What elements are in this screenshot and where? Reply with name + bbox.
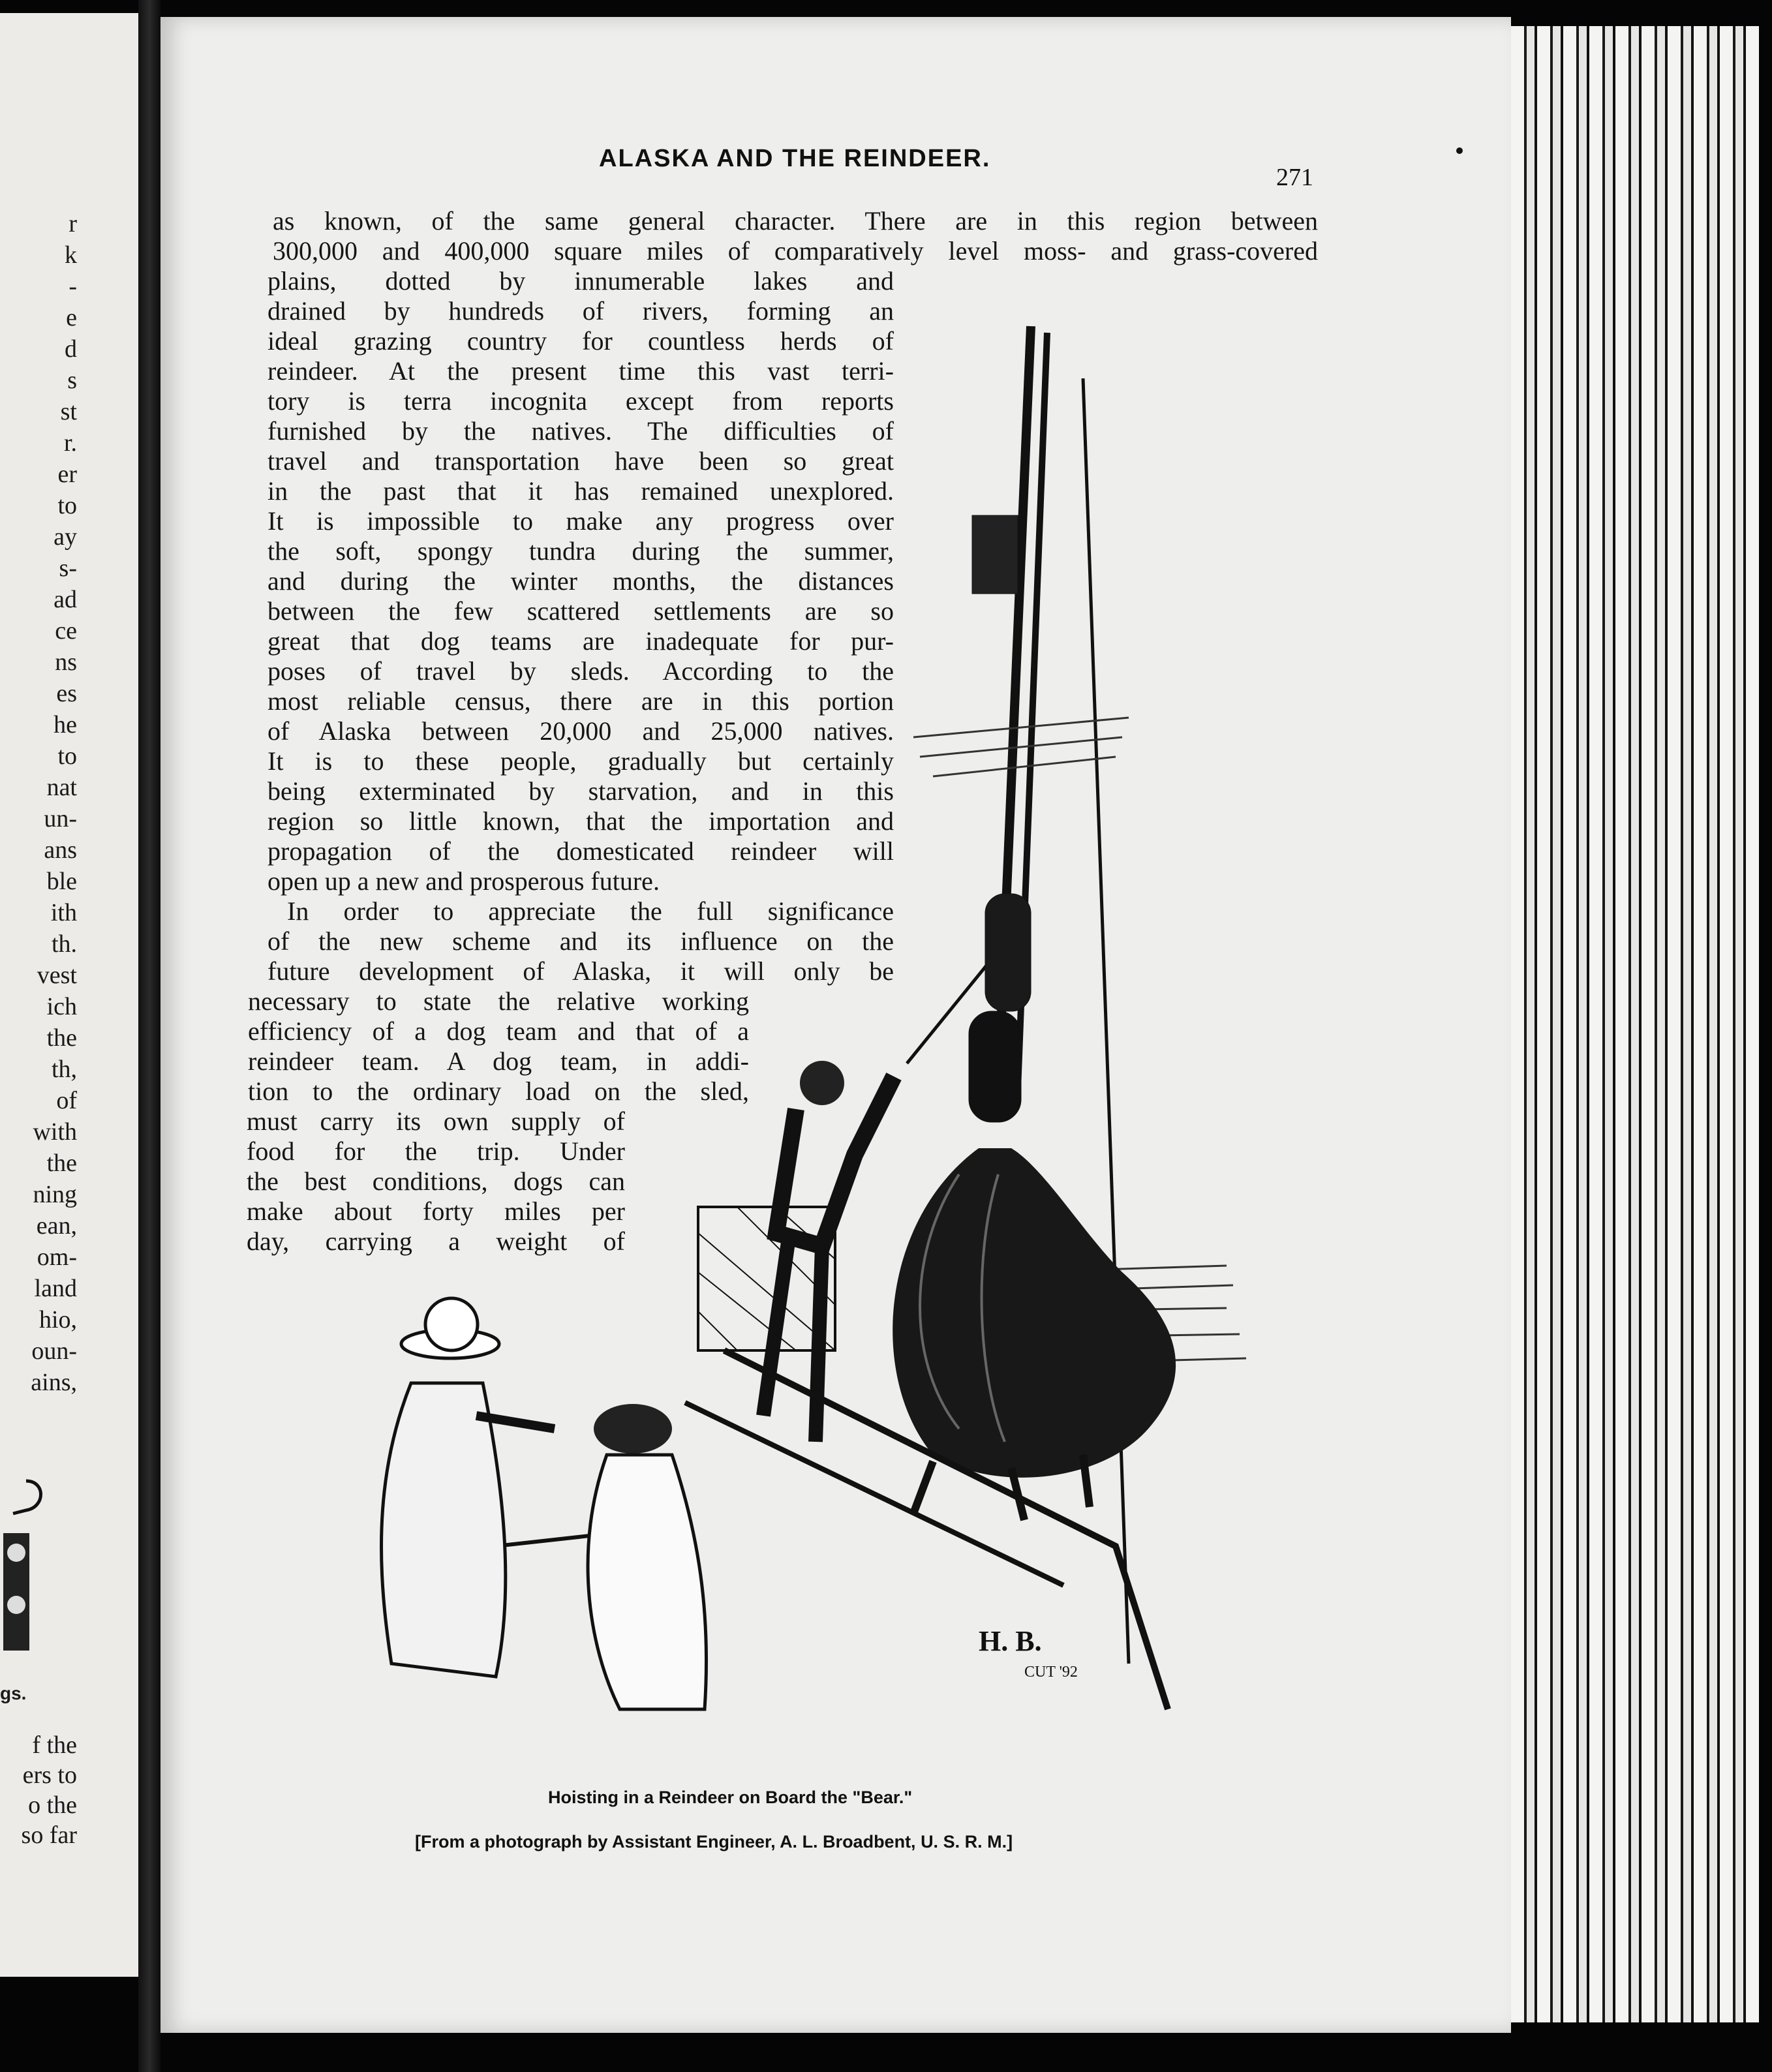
sailor-with-hat-center bbox=[588, 1404, 707, 1709]
left-page-line: un- bbox=[44, 805, 77, 832]
body-text-line: open up a new and prosperous future. bbox=[267, 866, 660, 896]
left-page-line: ad bbox=[53, 586, 77, 613]
body-text-line: necessary to state the relative working bbox=[248, 986, 749, 1016]
left-page-line: to bbox=[57, 742, 77, 770]
body-text-line: and during the winter months, the distances bbox=[267, 566, 894, 596]
body-text-line: between the few scattered settlements are so bbox=[267, 596, 894, 626]
left-page-line: ble bbox=[46, 868, 77, 895]
body-text-line: travel and transportation have been so great bbox=[267, 446, 894, 476]
sailor-climbing bbox=[763, 1061, 894, 1442]
body-text-line: in the past that it has remained unexplored. bbox=[267, 476, 894, 506]
body-text-line: reindeer. At the present time this vast terri- bbox=[267, 356, 894, 386]
left-page-line: nat bbox=[46, 774, 77, 801]
left-page bbox=[0, 13, 138, 1977]
body-text-line: It is impossible to make any progress over bbox=[267, 506, 894, 536]
ornament-illustration bbox=[0, 1474, 52, 1670]
left-page-line: e bbox=[66, 304, 77, 331]
body-text-line: 300,000 and 400,000 square miles of comparatively level moss- and grass-covered bbox=[273, 236, 1318, 266]
body-text-line: efficiency of a dog team and that of a bbox=[248, 1016, 749, 1046]
body-text-line: great that dog teams are inadequate for pur- bbox=[267, 626, 894, 656]
left-page-line: r bbox=[69, 210, 77, 237]
body-text-line: tion to the ordinary load on the sled, bbox=[248, 1076, 749, 1106]
body-text-line: In order to appreciate the full significance bbox=[287, 896, 894, 926]
left-page-line: st bbox=[60, 398, 77, 425]
body-text-line: day, carrying a weight of bbox=[247, 1226, 625, 1256]
body-text-line: the best conditions, dogs can bbox=[247, 1166, 625, 1196]
left-page-line: ith bbox=[50, 899, 77, 926]
left-page-line: ce bbox=[55, 617, 77, 645]
body-text-line: furnished by the natives. The difficulties of bbox=[267, 416, 894, 446]
left-page-line: k bbox=[65, 241, 77, 269]
body-text-line: make about forty miles per bbox=[247, 1196, 625, 1226]
svg-text:CUT '92: CUT '92 bbox=[1024, 1664, 1078, 1681]
body-text-line: tory is terra incognita except from reports bbox=[267, 386, 894, 416]
body-text-line: being exterminated by starvation, and in this bbox=[267, 776, 894, 806]
sailor-with-hat-left bbox=[382, 1298, 555, 1677]
left-page-line: es bbox=[56, 680, 77, 707]
left-page-line: er bbox=[57, 461, 77, 488]
page-edges bbox=[1511, 26, 1759, 2022]
left-page-caption: gs. bbox=[0, 1683, 27, 1703]
left-page-line: r. bbox=[63, 429, 77, 457]
body-text-line: region so little known, that the importation and bbox=[267, 806, 894, 836]
left-page-line: hio, bbox=[38, 1306, 77, 1333]
left-page-line: f the bbox=[32, 1731, 77, 1759]
left-page-line: with bbox=[33, 1118, 77, 1146]
body-text-line: most reliable census, there are in this portion bbox=[267, 686, 894, 716]
left-page-line: th. bbox=[51, 930, 77, 958]
left-page-line: of bbox=[56, 1087, 77, 1114]
left-page-line: ains, bbox=[31, 1369, 77, 1396]
body-text-line: drained by hundreds of rivers, forming an bbox=[267, 296, 894, 326]
left-page-line: d bbox=[65, 335, 77, 363]
page-number: 271 bbox=[1276, 164, 1313, 191]
body-text-line: as known, of the same general character. There are in this region between bbox=[273, 206, 1318, 236]
body-text-line: of the new scheme and its influence on the bbox=[267, 926, 894, 956]
left-page-line: vest bbox=[37, 962, 77, 989]
left-page-line: ning bbox=[33, 1181, 77, 1208]
left-page-line: ich bbox=[46, 993, 77, 1020]
left-page-line: th, bbox=[51, 1056, 77, 1083]
left-page-line: he bbox=[53, 711, 77, 739]
body-text-line: poses of travel by sleds. According to the bbox=[267, 656, 894, 686]
figure-caption-title: Hoisting in a Reindeer on Board the "Bear." bbox=[548, 1788, 913, 1807]
left-page-line: oun- bbox=[31, 1337, 77, 1365]
svg-text:H. B.: H. B. bbox=[979, 1625, 1042, 1657]
left-page-line: the bbox=[46, 1150, 77, 1177]
left-page-line: ean, bbox=[36, 1212, 77, 1240]
body-text-line: future development of Alaska, it will only be bbox=[267, 956, 894, 986]
book-gutter bbox=[138, 0, 160, 2072]
body-text-line: must carry its own supply of bbox=[247, 1106, 625, 1136]
left-page-line: s bbox=[67, 367, 77, 394]
left-page-line: ans bbox=[44, 836, 77, 864]
left-page-line: land bbox=[34, 1275, 77, 1302]
body-text-line: food for the trip. Under bbox=[247, 1136, 625, 1166]
left-page-line: to bbox=[57, 492, 77, 519]
body-text-line: the soft, spongy tundra during the summer, bbox=[267, 536, 894, 566]
left-page-line: ns bbox=[55, 648, 77, 676]
left-page-line: o the bbox=[28, 1791, 77, 1819]
body-text-line: propagation of the domesticated reindeer will bbox=[267, 836, 894, 866]
body-text-line: reindeer team. A dog team, in addi- bbox=[248, 1046, 749, 1076]
left-page-line: s- bbox=[59, 555, 77, 582]
running-head: ALASKA AND THE REINDEER. bbox=[599, 145, 991, 172]
artist-signature bbox=[979, 1625, 1078, 1681]
left-page-line: ay bbox=[53, 523, 77, 551]
body-text-line: of Alaska between 20,000 and 25,000 natives. bbox=[267, 716, 894, 746]
figure-caption-credit: [From a photograph by Assistant Engineer, A. L. Broadbent, U. S. R. M.] bbox=[415, 1832, 1013, 1851]
body-text-line: ideal grazing country for countless herds of bbox=[267, 326, 894, 356]
left-page-line: - bbox=[69, 273, 77, 300]
body-text-line: It is to these people, gradually but certainly bbox=[267, 746, 894, 776]
body-text-line: plains, dotted by innumerable lakes and bbox=[267, 266, 894, 296]
left-page-line: ers to bbox=[22, 1761, 77, 1789]
reindeer-in-sling bbox=[893, 1148, 1176, 1520]
left-page-line: so far bbox=[21, 1821, 77, 1849]
speck bbox=[1456, 147, 1463, 154]
left-page-line: om- bbox=[37, 1243, 77, 1271]
left-page-line: the bbox=[46, 1024, 77, 1052]
